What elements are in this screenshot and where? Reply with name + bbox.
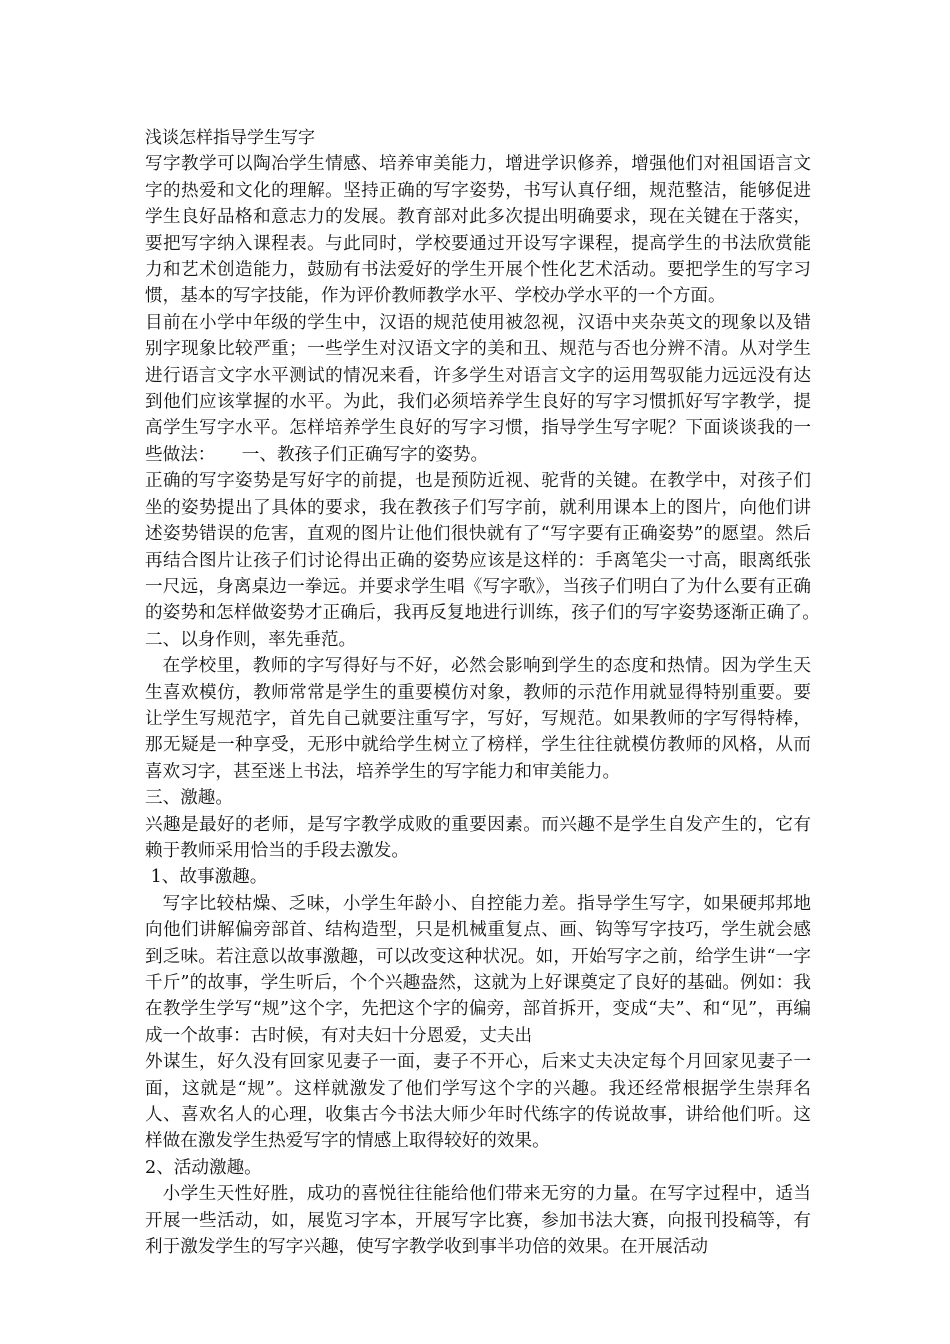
subheading-activity: 2、活动激趣。 — [145, 1157, 262, 1178]
subheading-story: 1、故事激趣。 — [145, 867, 268, 888]
paragraph-story-continued: 外谋生，好久没有回家见妻子一面，妻子不开心，后来丈夫决定每个月回家见妻子一面，这就是“规”。这样就激发了他们学写这个字的兴趣。我还经常根据学生崇拜名人、喜欢名人的心理，收集古今书法大师少年时代练字的传说故事，讲给他们听。这样做在激发学生热爱写字的情感上取得较好的效果。 — [145, 1052, 811, 1152]
document-page — [145, 125, 847, 1260]
section-heading-interest: 三、激趣。 — [145, 788, 233, 809]
paragraph-interest: 兴趣是最好的老师，是写字教学成败的重要因素。而兴趣不是学生自发产生的，它有赖于教师采用恰当的手段去激发。 — [145, 814, 811, 861]
paragraph-activity: 小学生天性好胜，成功的喜悦往往能给他们带来无穷的力量。在写字过程中，适当开展一些活动，如，展览习字本，开展写字比赛，参加书法大赛，向报刊投稿等，有利于激发学生的写字兴趣，使写字教学收到事半功倍的效果。在开展活动 — [145, 1184, 811, 1258]
paragraph-story: 写字比较枯燥、乏味，小学生年龄小、自控能力差。指导学生写字，如果硬邦邦地向他们讲解偏旁部首、结构造型，只是机械重复点、画、钩等写字技巧，学生就会感到乏味。若注意以故事激趣，可以改变这种状况。如，开始写字之前，给学生讲“一字千斤”的故事，学生听后，个个兴趣盎然，这就为上好课奠定了良好的基础。例如：我在教学生学写“规”这个字，先把这个字的偏旁，部首拆开，变成“夫”、和“见”，再编成一个故事：古时候，有对夫妇十分恩爱，丈夫出 — [145, 893, 811, 1046]
paragraph-intro: 写字教学可以陶冶学生情感、培养审美能力，增进学识修养，增强他们对祖国语言文字的热爱和文化的理解。坚持正确的写字姿势，书写认真仔细，规范整洁，能够促进学生良好品格和意志力的发展。教育部对此多次提出明确要求，现在关键在于落实，要把写字纳入课程表。与此同时，学校要通过开设写字课程，提高学生的书法欣赏能力和艺术创造能力，鼓励有书法爱好的学生开展个性化艺术活动。要把学生的写字习惯，基本的写字技能，作为评价教师教学水平、学校办学水平的一个方面。 — [145, 154, 811, 307]
paragraph-teacher-example: 在学校里，教师的字写得好与不好，必然会影响到学生的态度和热情。因为学生天生喜欢模仿，教师常常是学生的重要模仿对象，教师的示范作用就显得特别重要。要让学生写规范字，首先自己就要注重写字，写好，写规范。如果教师的字写得特棒，那无疑是一种享受，无形中就给学生树立了榜样，学生往往就模仿教师的风格，从而喜欢习字，甚至迷上书法，培养学生的写字能力和审美能力。 — [145, 656, 811, 782]
paragraph-current-situation: 目前在小学中年级的学生中，汉语的规范使用被忽视，汉语中夹杂英文的现象以及错别字现象比较严重；一些学生对汉语文字的美和丑、规范与否也分辨不清。从对学生进行语言文字水平测试的情况来看，许多学生对语言文字的运用驾驭能力远远没有达到他们应该掌握的水平。为此，我们必须培养学生良好的写字习惯抓好写字教学，提高学生写字水平。怎样培养学生良好的写字习惯，指导学生写字呢？下面谈谈我的一些做法： 一、教孩子们正确写字的姿势。 — [145, 312, 811, 465]
paragraph-writing-posture: 正确的写字姿势是写好字的前提，也是预防近视、驼背的关键。在教学中，对孩子们坐的姿势提出了具体的要求，我在教孩子们写字前，就利用课本上的图片，向他们讲述姿势错误的危害，直观的图片让他们很快就有了“写字要有正确姿势”的愿望。然后再结合图片让孩子们讨论得出正确的姿势应该是这样的：手离笔尖一寸高，眼离纸张一尺远，身离桌边一拳远。并要求学生唱《写字歌》，当孩子们明白了为什么要有正确的姿势和怎样做姿势才正确后，我再反复地进行训练，孩子们的写字姿势逐渐正确了。 二、以身作则，率先垂范。 — [145, 471, 847, 650]
document-title: 浅谈怎样指导学生写字 — [145, 128, 315, 148]
